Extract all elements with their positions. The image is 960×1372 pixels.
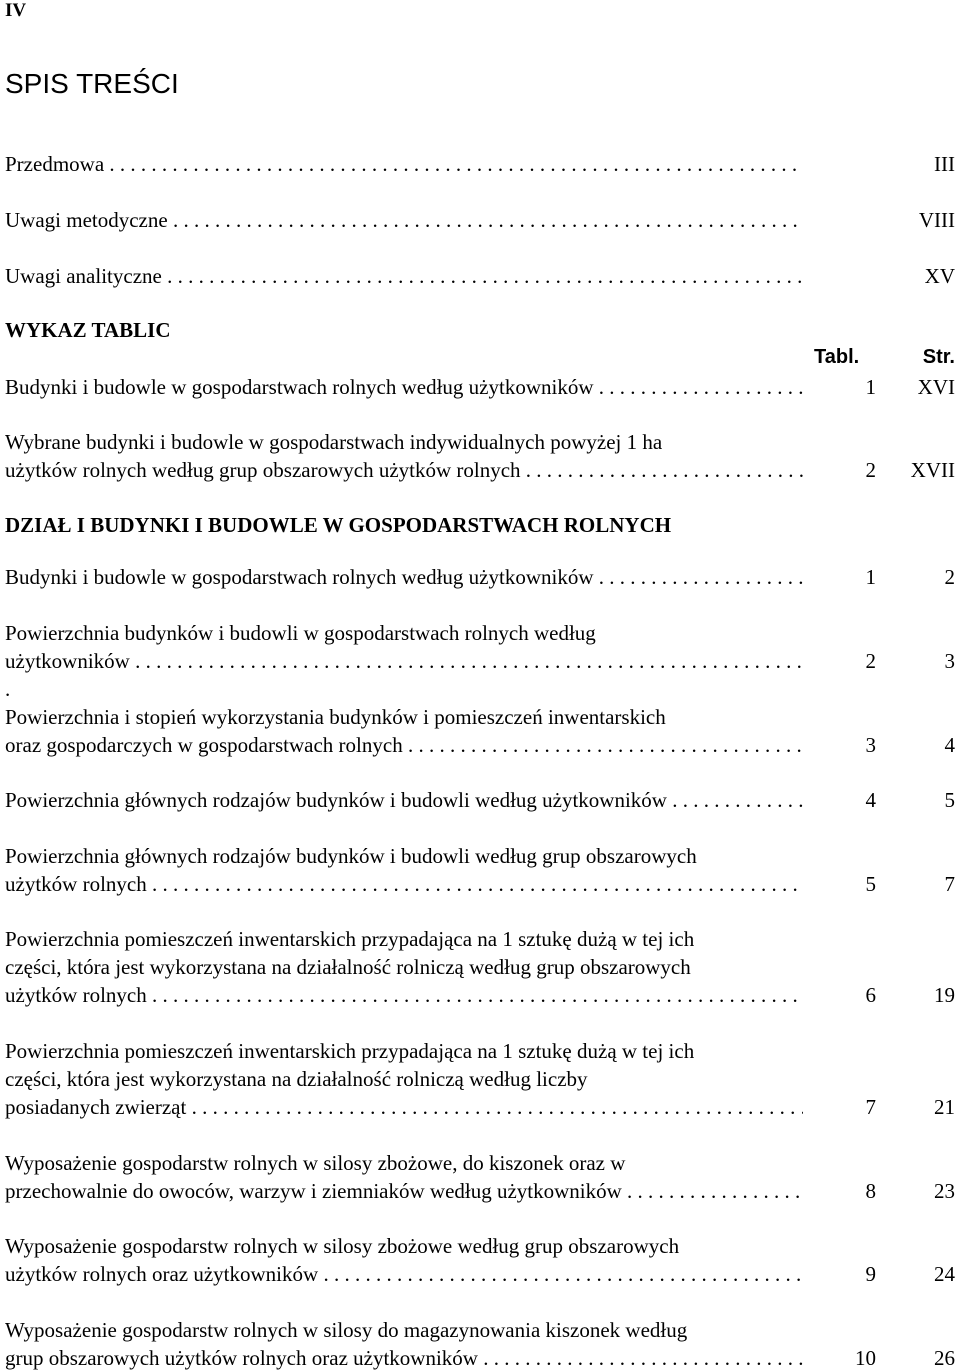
toc-line (5, 563, 960, 591)
toc-line (5, 456, 960, 484)
toc-page-number: 26 (934, 1346, 955, 1370)
toc-table-number: 5 (865, 872, 876, 896)
toc-line (5, 925, 960, 953)
toc-entry (5, 675, 960, 759)
toc-entry-title: Budynki i budowle w gospodarstwach rolnych według użytkowników . . . (5, 563, 803, 591)
toc-entry-title: Wyposażenie gospodarstw rolnych w silosy zbożowe według grup obszarowych (5, 1234, 680, 1258)
toc-entry (5, 373, 960, 401)
toc-table-number: 4 (865, 788, 876, 812)
toc-entry (5, 206, 960, 234)
toc-page-number: 19 (934, 983, 955, 1007)
toc-line (5, 1149, 960, 1177)
toc-entry-title: Przedmowa . . . (5, 150, 803, 178)
toc-page-number: 4 (944, 733, 955, 757)
col-str-header: Str. (922, 346, 955, 368)
toc-line (5, 647, 960, 675)
toc-page-number: XV (924, 264, 955, 288)
col-tabl-header: Tabl. (814, 346, 860, 368)
toc-table-number: 2 (865, 458, 876, 482)
toc-table-number: 3 (865, 733, 876, 757)
toc-entry-title: oraz gospodarczych w gospodarstwach rolnych . . . (5, 731, 803, 759)
dzial-heading: DZIAŁ I BUDYNKI I BUDOWLE W GOSPODARSTWACH ROLNYCH (5, 513, 672, 537)
toc-entry-title: użytkowników . . . (5, 647, 803, 675)
toc-line (5, 1344, 960, 1372)
toc-table-number: 1 (865, 565, 876, 589)
toc-line (5, 981, 960, 1009)
toc-line (5, 1260, 960, 1288)
toc-entry-title: Uwagi analityczne . . . (5, 262, 803, 290)
toc-page-number: XVI (917, 375, 955, 399)
toc-entry-title: Uwagi metodyczne . . . (5, 206, 803, 234)
toc-entry-title: Budynki i budowle w gospodarstwach rolnych według użytkowników . . . (5, 373, 803, 401)
toc-entry-title: Wybrane budynki i budowle w gospodarstwach indywidualnych powyżej 1 ha (5, 430, 663, 454)
toc-line (5, 206, 960, 234)
toc-entry-title: Wyposażenie gospodarstw rolnych w silosy zbożowe, do kiszonek oraz w (5, 1151, 626, 1175)
toc-line (5, 373, 960, 401)
toc-table-number: 2 (865, 649, 876, 673)
toc-line (5, 1316, 960, 1344)
toc-line (5, 428, 960, 456)
toc-entry-title: posiadanych zwierząt . . . (5, 1093, 803, 1121)
toc-line (5, 870, 960, 898)
toc-line (5, 675, 960, 703)
toc-entry-title: Powierzchnia głównych rodzajów budynków i budowli według grup obszarowych (5, 844, 697, 868)
toc-page-number: 23 (934, 1179, 955, 1203)
toc-entry (5, 925, 960, 1009)
toc-entry-title: Wyposażenie gospodarstw rolnych w silosy do magazynowania kiszonek według (5, 1318, 688, 1342)
toc-line (5, 1177, 960, 1205)
toc-entry (5, 428, 960, 484)
toc-entry-title: grup obszarowych użytków rolnych oraz użytkowników . . . (5, 1344, 803, 1372)
toc-entry (5, 786, 960, 814)
page-title: SPIS TREŚCI (5, 68, 179, 99)
toc-page-number: VIII (918, 208, 955, 232)
toc-entry-title: Powierzchnia budynków i budowli w gospodarstwach rolnych według (5, 621, 596, 645)
toc-table-number: 10 (855, 1346, 876, 1370)
toc-page-number: 21 (934, 1095, 955, 1119)
toc-entry-title: . (5, 677, 11, 701)
toc-line (5, 262, 960, 290)
toc-page-number: III (934, 152, 955, 176)
toc-page-number: 3 (944, 649, 955, 673)
toc-line (5, 786, 960, 814)
toc-page-number: 5 (944, 788, 955, 812)
toc-entry-title: części, która jest wykorzystana na działalność rolniczą według liczby (5, 1067, 588, 1091)
toc-page-number: 24 (934, 1262, 955, 1286)
toc-entry-title: użytków rolnych . . . (5, 870, 803, 898)
toc-entry (5, 150, 960, 178)
toc-page-number: 7 (944, 872, 955, 896)
toc-line (5, 731, 960, 759)
toc-page-number: 2 (944, 565, 955, 589)
toc-entry-title: przechowalnie do owoców, warzyw i ziemniaków według użytkowników . . . (5, 1177, 803, 1205)
toc-entry (5, 563, 960, 591)
toc-line (5, 1232, 960, 1260)
toc-entry-title: części, która jest wykorzystana na działalność rolniczą według grup obszarowych (5, 955, 691, 979)
toc-entry (5, 619, 960, 675)
toc-line (5, 953, 960, 981)
toc-entry (5, 262, 960, 290)
toc-table-number: 7 (865, 1095, 876, 1119)
toc-line (5, 1093, 960, 1121)
toc-line (5, 1037, 960, 1065)
toc-table-number: 6 (865, 983, 876, 1007)
toc-entry-title: Powierzchnia pomieszczeń inwentarskich przypadająca na 1 sztukę dużą w tej ich (5, 927, 695, 951)
toc-table-number: 9 (865, 1262, 876, 1286)
toc-line (5, 1065, 960, 1093)
toc-line (5, 150, 960, 178)
wykaz-heading: WYKAZ TABLIC (5, 318, 171, 342)
toc-entry-title: Powierzchnia pomieszczeń inwentarskich przypadająca na 1 sztukę dużą w tej ich (5, 1039, 695, 1063)
toc-entry-title: użytków rolnych według grup obszarowych użytków rolnych . . . (5, 456, 803, 484)
toc-table-number: 8 (865, 1179, 876, 1203)
toc-entry (5, 1037, 960, 1121)
toc-entry (5, 1232, 960, 1288)
toc-entry (5, 1316, 960, 1372)
toc-line (5, 619, 960, 647)
toc-entry-title: Powierzchnia głównych rodzajów budynków i budowli według użytkowników . . . (5, 786, 803, 814)
toc-entry-title: Powierzchnia i stopień wykorzystania budynków i pomieszczeń inwentarskich (5, 705, 666, 729)
toc-entry (5, 842, 960, 898)
toc-line (5, 703, 960, 731)
toc-entry-title: użytków rolnych . . . (5, 981, 803, 1009)
page-number: IV (5, 0, 27, 21)
toc-entry-title: użytków rolnych oraz użytkowników . . . (5, 1260, 803, 1288)
toc-entry (5, 1149, 960, 1205)
toc-line (5, 842, 960, 870)
toc-table-number: 1 (865, 375, 876, 399)
toc-page-number: XVII (910, 458, 955, 482)
